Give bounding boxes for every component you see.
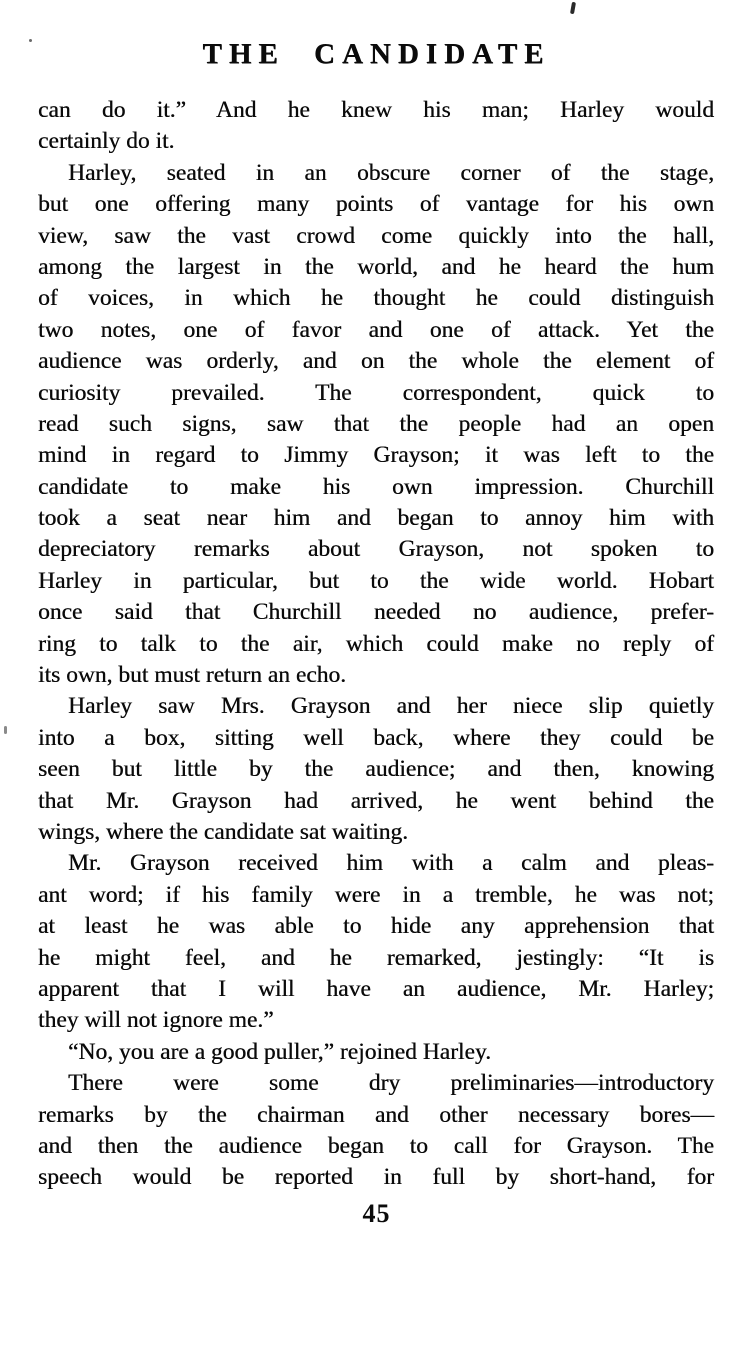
text-line: ring to talk to the air, which could make no reply of [38, 630, 714, 657]
text-line: speech would be reported in full by short-hand, for [38, 1164, 714, 1191]
text-line: Mr. Grayson received him with a calm and pleas- [68, 850, 714, 877]
text-line: once said that Churchill needed no audience, prefer- [38, 599, 714, 626]
text-line: curiosity prevailed. The correspondent, quick to [38, 379, 714, 406]
text-line: and then the audience began to call for Grayson. The [38, 1132, 714, 1159]
text-line: apparent that I will have an audience, Mr. Harley; [38, 975, 714, 1002]
text-line: There were some dry preliminaries—introductory [68, 1070, 714, 1097]
text-line: remarks by the chairman and other necessary bores— [38, 1101, 714, 1128]
text-line: two notes, one of favor and one of attack. Yet the [38, 316, 714, 343]
text-line: candidate to make his own impression. Churchill [38, 473, 714, 500]
text-line: but one offering many points of vantage for his own [38, 191, 714, 218]
text-line: he might feel, and he remarked, jestingly: “It is [38, 944, 714, 971]
text-line: wings, where the candidate sat waiting. [38, 818, 409, 845]
text-line: audience was orderly, and on the whole the element of [38, 348, 714, 375]
text-line: of voices, in which he thought he could distinguish [38, 285, 714, 312]
text-line: Harley, seated in an obscure corner of the stage, [68, 159, 714, 186]
text-line: seen but little by the audience; and then, knowing [38, 756, 714, 783]
text-line: read such signs, saw that the people had an open [38, 410, 714, 437]
text-line: “No, you are a good puller,” rejoined Harley. [68, 1038, 491, 1065]
page-title: THE CANDIDATE [202, 38, 551, 70]
text-line: they will not ignore me.” [38, 1007, 274, 1034]
scan-speck-icon [570, 2, 576, 15]
text-line: Harley in particular, but to the wide world. Hobart [38, 567, 714, 594]
text-line: certainly do it. [38, 128, 175, 155]
text-line: took a seat near him and began to annoy him with [38, 505, 714, 532]
text-line: into a box, sitting well back, where they could be [38, 724, 714, 751]
text-line: that Mr. Grayson had arrived, he went behind the [38, 787, 714, 814]
text-line: view, saw the vast crowd come quickly into the hall, [38, 222, 714, 249]
text-line: Harley saw Mrs. Grayson and her niece slip quietly [68, 693, 714, 720]
text-line: its own, but must return an echo. [38, 662, 347, 689]
page-number: 45 [362, 1199, 391, 1228]
text-line: among the largest in the world, and he heard the hum [38, 253, 714, 280]
text-line: ant word; if his family were in a tremble, he was not; [38, 881, 714, 908]
text-line: at least he was able to hide any apprehension that [38, 913, 714, 940]
scan-speck-icon [4, 726, 7, 734]
text-line: depreciatory remarks about Grayson, not spoken to [38, 536, 714, 563]
text-line: mind in regard to Jimmy Grayson; it was left to the [38, 442, 714, 469]
text-block [38, 95, 714, 1194]
text-line: can do it.” And he knew his man; Harley would [38, 97, 714, 123]
